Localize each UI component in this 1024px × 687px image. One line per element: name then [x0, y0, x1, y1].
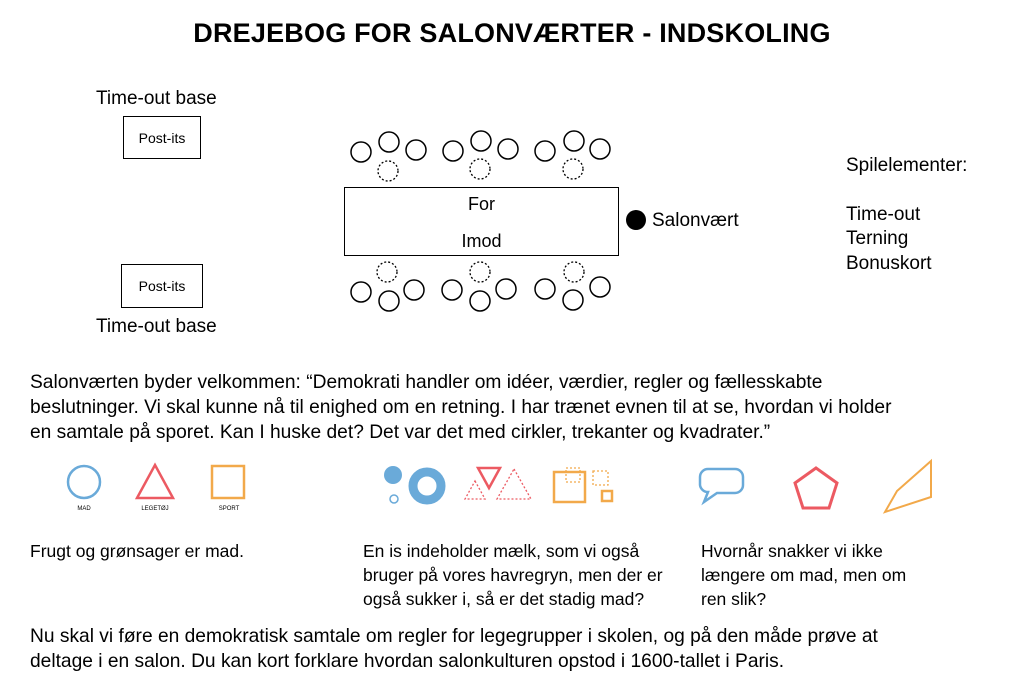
page-title: DREJEBOG FOR SALONVÆRTER - INDSKOLING	[193, 18, 831, 48]
host-dot	[626, 210, 646, 230]
tiny-circle-icon	[390, 495, 398, 503]
spilelementer-heading: Spilelementer:	[846, 155, 968, 176]
table-for-label: For	[468, 194, 495, 214]
seat-circle	[590, 277, 610, 297]
host-label: Salonvært	[652, 210, 739, 231]
square-icon	[212, 466, 244, 498]
spilelement-item: Time-out	[846, 204, 921, 225]
speech-bubble-icon	[700, 469, 743, 502]
timeout-base-top-label: Time-out base	[96, 88, 217, 109]
seat-circle	[498, 139, 518, 159]
dotted-seat-circle	[564, 262, 584, 282]
triangle-icon	[137, 465, 173, 498]
spilelement-item: Bonuskort	[846, 253, 932, 274]
square-icon	[554, 472, 585, 502]
closing-paragraph: Nu skal vi føre en demokratisk samtale om regler for legegrupper i skolen, og på den måde prøve at deltage i en salon. Du kan kort forklare hvordan salonkulturen opstod i 1600-tallet i Paris.	[30, 626, 878, 672]
dotted-triangle-icon	[497, 469, 531, 499]
seat-circle	[535, 279, 555, 299]
timeout-base-bottom-label: Time-out base	[96, 316, 217, 337]
seat-circle	[404, 280, 424, 300]
postit-top-label: Post-its	[138, 129, 186, 146]
debate-table	[344, 187, 619, 256]
seat-circle	[496, 279, 516, 299]
seat-circle	[442, 280, 462, 300]
example-text-2: En is indeholder mælk, som vi også bruger på vores havregryn, men der er også sukker i, så er det stadig mad?	[363, 541, 663, 609]
dotted-seat-circle	[378, 161, 398, 181]
ring-circle-icon	[413, 472, 441, 500]
seat-circle	[351, 282, 371, 302]
seat-circle	[563, 290, 583, 310]
small-square-icon	[602, 491, 612, 501]
seat-circle	[379, 132, 399, 152]
circle-icon	[68, 466, 100, 498]
spilelement-item: Terning	[846, 228, 909, 249]
dotted-seat-circle	[470, 262, 490, 282]
shape-label-sport: SPORT	[218, 506, 240, 512]
dotted-square-icon	[566, 468, 580, 482]
dotted-triangle-icon	[465, 481, 485, 499]
seat-circle	[590, 139, 610, 159]
dotted-seat-circle	[563, 159, 583, 179]
dotted-seat-circle	[470, 159, 490, 179]
table-imod-label: Imod	[461, 231, 502, 251]
seat-circle	[406, 140, 426, 160]
seat-circle	[471, 131, 491, 151]
dotted-seat-circle	[377, 262, 397, 282]
pentagon-icon	[795, 468, 837, 508]
seat-circle	[470, 291, 490, 311]
parallelogram-icon	[885, 461, 931, 512]
example-text-1: Frugt og grønsager er mad.	[30, 541, 244, 561]
seat-circle	[351, 142, 371, 162]
welcome-paragraph: Salonværten byder velkommen: “Demokrati handler om idéer, værdier, regler og fællesskabte beslutninger. Vi skal kunne nå til enighed om en retning. I har trænet evnen til at se, hvordan vi holder en samtale på sporet. Kan I huske det? Det var det med cirkler, trekanter og kvadrater.”	[30, 372, 892, 443]
shape-label-mad: MAD	[77, 506, 91, 512]
dotted-square-icon	[593, 471, 608, 485]
postit-bottom-label: Post-its	[138, 278, 186, 294]
shape-label-legetoj: LEGETØJ	[141, 506, 169, 512]
triangle-icon	[478, 468, 500, 488]
shape-icons-row	[0, 455, 1024, 525]
small-filled-circle-icon	[384, 466, 402, 484]
seat-circle	[564, 131, 584, 151]
seat-circle	[379, 291, 399, 311]
example-text-3: Hvornår snakker vi ikke længere om mad, men om ren slik?	[701, 541, 907, 609]
seat-circle	[535, 141, 555, 161]
seat-circle	[443, 141, 463, 161]
